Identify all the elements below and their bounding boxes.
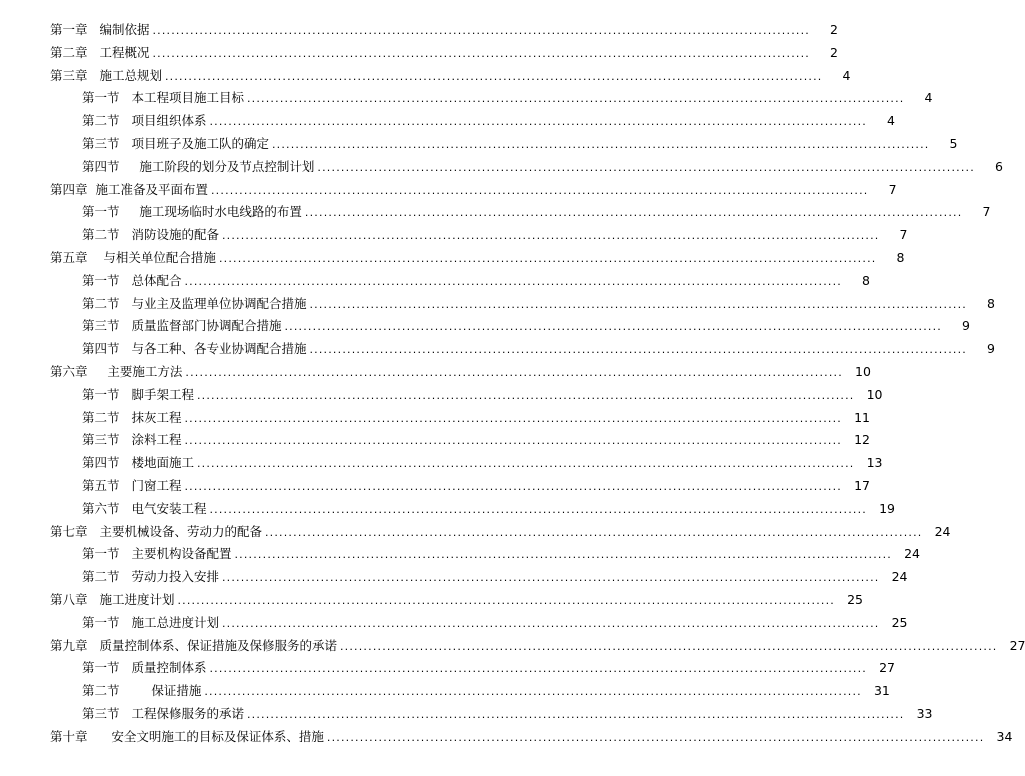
toc-entry-title: 施工总进度计划 [131,614,219,630]
toc-entry-number: 第三章 [50,67,88,83]
toc-section-row[interactable] [0,87,933,110]
toc-entry-gap [120,133,132,156]
toc-entry-gap [88,635,100,658]
toc-dot-leader: ............................................................................................................................................ [196,388,855,402]
toc-section-row[interactable] [0,407,870,430]
toc-dot-leader: ............................................................................................................................................ [221,229,880,243]
toc-entry-title: 脚手架工程 [131,386,194,402]
toc-entry-number: 第三节 [82,135,120,151]
toc-entry-number: 第四节 [82,455,120,471]
toc-page-number: 10 [855,363,871,379]
toc-chapter-row[interactable] [0,19,838,42]
toc-dot-leader: ............................................................................................................................................ [184,274,842,288]
toc-chapter-row[interactable] [0,42,838,65]
toc-page-number: 25 [891,614,908,630]
toc-entry-title: 涂料工程 [131,432,182,448]
toc-entry-gap [88,179,96,202]
toc-entry-number: 第三节 [82,705,120,721]
toc-dot-leader: ............................................................................................................................................ [284,320,942,334]
toc-section-row[interactable] [0,133,958,156]
toc-page-number: 2 [830,44,838,60]
toc-section-row[interactable] [0,498,895,521]
toc-entry-number: 第十章 [50,728,88,744]
toc-section-row[interactable] [0,429,870,452]
toc-dot-leader: ............................................................................................................................................ [264,525,923,539]
toc-entry-title: 安全文明施工的目标及保证体系、措施 [111,728,324,744]
toc-entry-title: 主要机构设备配置 [131,546,232,562]
toc-page-number: 8 [862,272,870,288]
toc-entry-number: 第二章 [50,44,88,60]
toc-entry-number: 第一节 [82,660,120,676]
toc-section-row[interactable] [0,110,895,133]
toc-entry-title: 工程概况 [99,44,150,60]
toc-entry-gap [120,270,132,293]
toc-chapter-row[interactable] [0,361,871,384]
toc-dot-leader: ............................................................................................................................................ [164,69,823,83]
toc-page-number: 7 [899,227,908,243]
toc-dot-leader: ............................................................................................................................................ [218,251,877,265]
toc-section-row[interactable] [0,338,995,361]
toc-page-number: 4 [842,67,851,83]
toc-dot-leader: ............................................................................................................................................ [184,434,842,448]
toc-entry-gap [120,498,132,521]
toc-page-number: 8 [987,295,995,311]
toc-section-row[interactable] [0,612,908,635]
toc-section-row[interactable] [0,270,870,293]
toc-dot-leader: ............................................................................................................................................ [185,365,843,379]
toc-entry-gap [88,65,100,88]
toc-dot-leader: ............................................................................................................................................ [209,115,867,129]
toc-section-row[interactable] [0,566,908,589]
toc-section-row[interactable] [0,452,883,475]
toc-page-number: 34 [996,728,1013,744]
toc-entry-number: 第一节 [82,90,120,106]
toc-entry-gap [120,566,132,589]
toc-chapter-row[interactable] [0,247,905,270]
toc-entry-gap [120,384,132,407]
toc-entry-number: 第二节 [82,569,120,585]
toc-section-row[interactable] [0,384,883,407]
toc-entry-number: 第一节 [82,614,120,630]
toc-entry-title: 保证措施 [151,683,202,699]
toc-entry-title: 与业主及监理单位协调配合措施 [131,295,307,311]
toc-entry-title: 本工程项目施工目标 [131,90,244,106]
toc-entry-title: 质量控制体系、保证措施及保修服务的承诺 [99,637,337,653]
toc-page-number: 25 [847,591,863,607]
toc-entry-number: 第三节 [82,432,120,448]
toc-page-number: 8 [896,249,905,265]
toc-entry-number: 第五章 [50,249,88,265]
toc-entry-gap [88,589,100,612]
toc-entry-title: 施工现场临时水电线路的布置 [139,204,302,220]
toc-entry-number: 第九章 [50,637,88,653]
toc-chapter-row[interactable] [0,726,1013,749]
toc-entry-gap [120,224,132,247]
toc-entry-number: 第八章 [50,591,88,607]
toc-page-number: 6 [994,158,1003,174]
toc-entry-number: 第六章 [50,363,88,379]
toc-section-row[interactable] [0,293,995,316]
toc-dot-leader: ............................................................................................................................................ [177,593,835,607]
toc-dot-leader: ............................................................................................................................................ [184,411,842,425]
toc-entry-title: 主要机械设备、劳动力的配备 [99,523,262,539]
toc-chapter-row[interactable] [0,635,1025,658]
toc-chapter-row[interactable] [0,521,951,544]
toc-entry-title: 施工进度计划 [99,591,175,607]
toc-entry-number: 第三节 [82,318,120,334]
toc-page-number: 5 [949,135,958,151]
toc-entry-title: 与各工种、各专业协调配合措施 [131,341,307,357]
toc-entry-number: 第二节 [82,295,120,311]
toc-entry-number: 第五节 [82,477,120,493]
toc-entry-number: 第一节 [82,386,120,402]
toc-page-number: 33 [916,705,933,721]
toc-dot-leader: ............................................................................................................................................ [184,479,842,493]
toc-section-row[interactable] [0,201,991,224]
toc-page-number: 9 [962,318,970,334]
toc-page-number: 27 [1009,637,1025,653]
toc-page-number: 2 [830,22,838,37]
toc-entry-number: 第一节 [82,546,120,562]
toc-page-number: 11 [854,409,870,425]
toc-section-row[interactable] [0,156,1003,179]
toc-entry-gap [88,521,100,544]
toc-entry-title: 电气安装工程 [131,500,207,516]
toc-entry-number: 第四节 [82,341,120,357]
toc-dot-leader: ............................................................................................................................................ [309,297,967,311]
toc-section-row[interactable] [0,543,920,566]
toc-entry-gap [120,680,152,703]
toc-section-row[interactable] [0,657,895,680]
toc-entry-title: 质量监督部门协调配合措施 [131,318,282,334]
toc-entry-title: 项目组织体系 [131,113,207,129]
toc-page-number: 4 [924,90,933,106]
toc-page-number: 24 [934,523,951,539]
toc-page-number: 7 [982,204,991,220]
toc-entry-title: 编制依据 [99,22,150,37]
toc-entry-gap [120,429,132,452]
toc-page-number: 4 [887,113,895,129]
toc-page-number: 24 [891,569,908,585]
toc-entry-number: 第四节 [82,158,120,174]
toc-section-row[interactable] [0,315,970,338]
toc-section-row[interactable] [0,680,890,703]
toc-entry-gap [88,19,100,42]
toc-entry-title: 工程保修服务的承诺 [131,705,244,721]
toc-entry-number: 第一节 [82,272,120,288]
toc-dot-leader: ............................................................................................................................................ [309,343,967,357]
toc-entry-number: 第二节 [82,113,120,129]
toc-dot-leader: ............................................................................................................................................ [246,92,905,106]
toc-entry-gap [88,726,112,749]
toc-dot-leader: ............................................................................................................................................ [209,502,867,516]
toc-dot-leader: ............................................................................................................................................ [204,685,862,699]
toc-entry-gap [88,361,108,384]
toc-entry-number: 第七章 [50,523,88,539]
toc-dot-leader: ............................................................................................................................................ [152,24,810,37]
toc-entry-gap [88,247,104,270]
toc-entry-gap [88,42,100,65]
toc-dot-leader: ............................................................................................................................................ [196,457,855,471]
toc-page-number: 17 [854,477,870,493]
toc-dot-leader: ............................................................................................................................................ [271,137,930,151]
toc-dot-leader: ............................................................................................................................................ [246,707,905,721]
toc-dot-leader: ............................................................................................................................................ [326,730,985,744]
toc-entry-title: 劳动力投入安排 [131,569,219,585]
toc-entry-gap [120,156,140,179]
toc-entry-gap [120,612,132,635]
toc-entry-title: 施工阶段的划分及节点控制计划 [139,158,315,174]
toc-chapter-row[interactable] [0,589,863,612]
toc-entry-number: 第四章 [50,181,88,197]
toc-entry-title: 消防设施的配备 [131,227,219,243]
toc-dot-leader: ............................................................................................................................................ [221,571,880,585]
toc-entry-title: 质量控制体系 [131,660,207,676]
toc-dot-leader: ............................................................................................................................................ [210,183,869,197]
toc-entry-number: 第一节 [82,204,120,220]
toc-entry-gap [120,407,132,430]
toc-entry-title: 抹灰工程 [131,409,182,425]
toc-entry-gap [120,543,132,566]
toc-entry-title: 楼地面施工 [131,455,194,471]
toc-entry-gap [120,315,132,338]
toc-entry-title: 与相关单位配合措施 [103,249,216,265]
toc-entry-title: 施工准备及平面布置 [95,181,208,197]
toc-section-row[interactable] [0,475,870,498]
toc-chapter-row[interactable] [0,65,851,88]
toc-dot-leader: ............................................................................................................................................ [234,548,892,562]
toc-page-number: 24 [904,546,920,562]
toc-entry-number: 第二节 [82,409,120,425]
toc-page-number: 31 [873,683,890,699]
toc-page-number: 9 [987,341,995,357]
toc-entry-number: 第二节 [82,683,120,699]
toc-page-number: 13 [866,455,883,471]
toc-section-row[interactable] [0,224,908,247]
toc-dot-leader: ............................................................................................................................................ [221,616,880,630]
toc-page-number: 7 [888,181,897,197]
toc-entry-number: 第六节 [82,500,120,516]
toc-page-number: 19 [879,500,895,516]
toc-entry-gap [120,110,132,133]
toc-entry-number: 第一章 [50,22,88,37]
toc-dot-leader: ............................................................................................................................................ [339,639,998,653]
toc-entry-gap [120,703,132,726]
toc-chapter-row[interactable] [0,179,897,202]
toc-dot-leader: ............................................................................................................................................ [209,662,867,676]
toc-entry-gap [120,657,132,680]
toc-entry-gap [120,452,132,475]
toc-entry-gap [120,475,132,498]
toc-section-row[interactable] [0,703,933,726]
toc-dot-leader: ............................................................................................................................................ [304,206,963,220]
toc-page-number: 12 [854,432,870,448]
toc-entry-gap [120,87,132,110]
toc-entry-title: 施工总规划 [99,67,162,83]
toc-dot-leader: ............................................................................................................................................ [317,160,975,174]
toc-entry-title: 项目班子及施工队的确定 [131,135,269,151]
toc-page-number: 10 [866,386,883,402]
toc-entry-gap [120,201,140,224]
table-of-contents [0,19,1025,749]
toc-entry-gap [120,293,132,316]
toc-entry-gap [120,338,132,361]
toc-dot-leader: ............................................................................................................................................ [152,46,810,60]
toc-entry-title: 总体配合 [131,272,182,288]
toc-page-number: 27 [879,660,895,676]
toc-entry-number: 第二节 [82,227,120,243]
toc-entry-title: 主要施工方法 [107,363,183,379]
toc-entry-title: 门窗工程 [131,477,182,493]
